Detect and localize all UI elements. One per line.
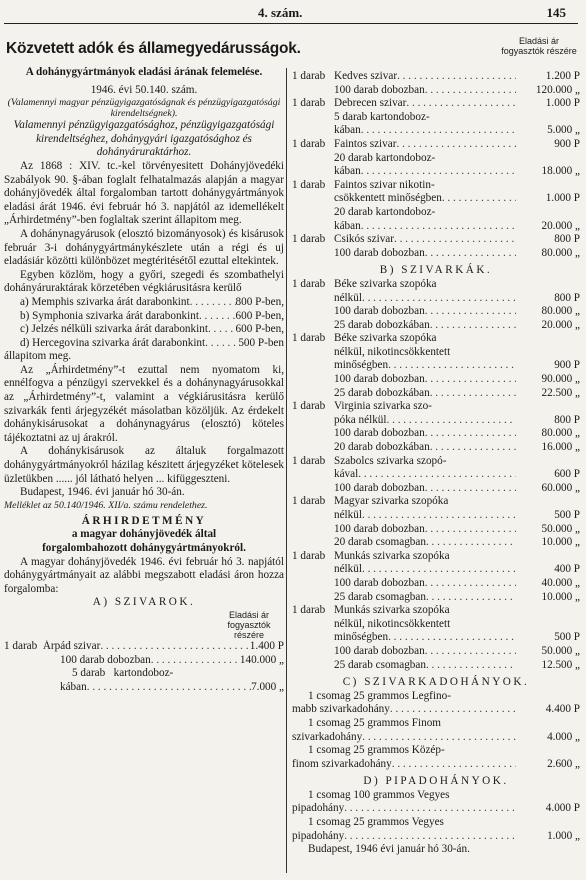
product-text: 100 darab dobozban: [334, 522, 425, 535]
decree-number: 1946. évi 50.140. szám.: [90, 83, 198, 96]
product-text: 5 darab kartondoboz-: [334, 110, 430, 123]
product-text: Faintos szivar: [334, 137, 397, 150]
price-row: [292, 179, 580, 193]
price-row: 1 darab Árpád szivar . . . 1.400 P: [4, 640, 284, 654]
product-text: 100 darab dobozban: [334, 481, 425, 494]
price: 2.600 „: [547, 757, 580, 770]
price-row: [292, 206, 580, 220]
price: 1.000 „: [547, 829, 580, 842]
paragraph-3: Egyben közlöm, hogy a győri, szegedi és szombathelyi dohányáruraktárak körzetében végkiárusitásra kerülő: [4, 268, 284, 295]
price-row: [292, 577, 580, 591]
price-notice-intro: A magyar dohányjövedék 1946. évi február hó 3. napjától dohánygyártmányait az alábbi megszabott eladási áron hozza forgalomba:: [4, 555, 284, 595]
price-row: [292, 192, 580, 206]
price: 90.000 „: [541, 373, 580, 386]
price-row: [292, 830, 580, 844]
price-row: [292, 84, 580, 98]
price-row: [292, 319, 580, 333]
section-d-heading: D) PIPADOHÁNYOK.: [363, 775, 509, 788]
price-row: [292, 124, 580, 138]
price: 60.000 „: [541, 481, 580, 494]
right-column: [292, 70, 580, 857]
price-row: [292, 789, 580, 803]
paragraph-5: A dohánykisárusok az általuk forgalmazott dohánygyártmányokról házilag készitett árjegyzéket kötelesek üzletükben ...... jól látható helyen ... kifüggeszteni.: [4, 445, 284, 485]
product-text: 100 darab dobozban: [334, 83, 425, 96]
quantity: 1 darab: [292, 332, 326, 345]
quantity: 1 darab: [292, 70, 326, 82]
price-row: [292, 816, 580, 830]
left-column: [4, 66, 284, 694]
price-row: [292, 247, 580, 261]
price: 80.000 „: [541, 305, 580, 318]
quantity: 1 darab: [292, 137, 326, 150]
quantity: 1 darab: [292, 549, 326, 562]
price-row: [292, 97, 580, 111]
quantity: 1 darab: [292, 178, 326, 191]
product-text: 100 darab dobozban: [334, 246, 425, 259]
price: 800 P: [554, 291, 580, 304]
price: 50.000 „: [541, 644, 580, 657]
price-row: [292, 631, 580, 645]
product-text: nélkül: [334, 563, 362, 576]
product-text: Munkás szivarka szopóka: [334, 604, 450, 617]
price: 1.000 P: [545, 192, 580, 205]
price: 400 P: [554, 563, 580, 576]
price-row: 5 darab kartondoboz-: [72, 667, 174, 680]
price: 50.000 „: [541, 522, 580, 535]
clearance-item: c) Jelzés nélküli szivarka árát darabonkint . . . 600 P-ben,: [4, 323, 284, 337]
price: 800 P: [554, 413, 580, 426]
price-row: [292, 618, 580, 632]
product-text: 100 darab dobozban: [334, 305, 425, 318]
product-text: 20 darab kartondoboz-: [334, 151, 436, 164]
product-text: pipadohány: [292, 829, 345, 842]
price-row: kában . . . 7.000 „: [4, 681, 284, 695]
product-text: mabb szivarkadohány: [292, 703, 390, 716]
price: 20.000 „: [541, 318, 580, 331]
right-column-heading: Eladási ár fogyasztók részére: [501, 36, 577, 56]
price: 900 P: [554, 359, 580, 372]
price: 4.000 „: [547, 730, 580, 743]
pipe-tobacco-price-list: [292, 789, 580, 843]
product-text: 100 darab dobozban: [334, 373, 425, 386]
quantity: 1 darab: [292, 495, 326, 508]
annex-note: Melléklet az 50.140/1946. XII/a. számu rendelethez.: [4, 499, 208, 511]
price-row: [292, 373, 580, 387]
page-header: [0, 0, 586, 24]
place-date: Budapest, 1946. évi január hó 30-án.: [20, 486, 185, 499]
product-text: finom szivarkadohány: [292, 757, 392, 770]
issue-number: 4. szám.: [258, 5, 303, 20]
price-row: [292, 455, 580, 469]
product-text: nélkül: [334, 291, 362, 304]
cigarette-tobacco-price-list: [292, 690, 580, 772]
paragraph-1: Az 1868 : XIV. tc.-kel törvényesitett Dohányjövedéki Szabályok 90. §-ában foglalt felhatalmazás alapján a magyar dohányjövedék által forgalomban tartott dohánygyártmányok eladási árát 1946. évi február hó 3. napjától az idemellékelt „Árhirdetmény”-ben foglaltak szerint állapitom meg.: [4, 159, 284, 227]
arpad-price-list: [4, 640, 284, 694]
price-row: [292, 346, 580, 360]
price-row: [292, 400, 580, 414]
column-divider: [286, 68, 287, 873]
section-title: Közvetett adók és államegyedárusságok.: [6, 40, 301, 57]
product-text: Béke szivarka szopóka: [334, 332, 437, 345]
price: 22.500 „: [541, 386, 580, 399]
product-text: Magyar szivarka szopóka: [334, 495, 449, 508]
price-row: [292, 536, 580, 550]
price-row: [292, 152, 580, 166]
price-row: [292, 441, 580, 455]
price: 120.000 „: [535, 83, 580, 96]
clearance-price-list: [4, 296, 284, 350]
price-row: [292, 495, 580, 509]
product-text: minőségben: [334, 359, 389, 372]
product-text: minőségben: [334, 631, 389, 644]
quantity: 1 darab: [292, 454, 326, 467]
quantity: 1 darab: [292, 400, 326, 413]
product-text: 1 csomag 25 grammos Finom: [308, 716, 441, 729]
price-row: [292, 138, 580, 152]
price: 80.000 „: [541, 246, 580, 259]
price: 80.000 „: [541, 427, 580, 440]
product-text: 20 darab kartondoboz-: [334, 205, 436, 218]
price-row: [292, 70, 580, 84]
price-row: [292, 758, 580, 772]
price-row: [292, 604, 580, 618]
price: 800 P: [554, 233, 580, 246]
price-row: [292, 523, 580, 537]
price-row: [292, 550, 580, 564]
quantity: 1 darab: [292, 97, 326, 110]
product-text: nélkül, nikotincsökkentett: [334, 345, 451, 358]
price-notice-subtitle-1: a magyar dohányjövedék által: [71, 528, 217, 541]
quantity: 1 darab: [292, 604, 326, 617]
column-heading: Eladási ár fogyasztók részére: [227, 609, 271, 640]
price-row: [292, 703, 580, 717]
price-row: [292, 414, 580, 428]
product-text: Kedves szivar: [334, 70, 398, 82]
price-row: [292, 690, 580, 704]
product-text: 1 csomag 100 grammos Vegyes: [308, 788, 450, 801]
paragraph-4: Az „Árhirdetmény”-t ezuttal nem nyomatom ki, ennélfogva a pénzügyi szervekkel és a dohánynagyárusokkal az „Árhirdetmény”-t, valamint a végkiárusitásra kerülő szivarkák fenti árjegyzékét másolatban közöljük. Az érdekelt dohánykisárusokat a dohánynagyárus (elosztó) köteles tájékoztatni az uj árakról.: [4, 363, 284, 444]
price-row: [292, 482, 580, 496]
product-text: 25 darab csomagban: [334, 658, 426, 671]
price: 5.000 „: [547, 124, 580, 137]
right-place-date: Budapest, 1946 évi január hó 30-án.: [308, 843, 470, 856]
price: 10.000 „: [541, 590, 580, 603]
price-row: [292, 332, 580, 346]
price: 900 P: [554, 137, 580, 150]
product-text: szivarkadohány: [292, 730, 363, 743]
addressees-note: (Valamennyi magyar pénzügyigazgatóságnak és pénzügyigazgatósági kirendeltségnek).: [7, 97, 281, 120]
product-text: Szabolcs szivarka szopó-: [334, 454, 447, 467]
product-text: 25 darab csomagban: [334, 590, 426, 603]
product-text: 100 darab dobozban: [334, 644, 425, 657]
price-row: [292, 220, 580, 234]
price: 600 P: [554, 468, 580, 481]
price-row: [292, 731, 580, 745]
price: 4.000 P: [545, 802, 580, 815]
price-row: 100 darab dobozban . . . 140.000 „: [4, 654, 284, 668]
price-row: [292, 802, 580, 816]
product-text: Béke szivarka szopóka: [334, 277, 437, 290]
price-row: [292, 717, 580, 731]
price: 20.000 „: [541, 219, 580, 232]
price: 500 P: [554, 631, 580, 644]
price: 1.200 P: [545, 70, 580, 82]
price-row: [292, 359, 580, 373]
product-text: 100 darab dobozban: [334, 427, 425, 440]
product-text: Virginia szivarka szo-: [334, 400, 432, 413]
product-text: 100 darab dobozban: [334, 576, 425, 589]
product-text: kával: [334, 468, 359, 481]
paragraph-3-end: állapitom meg.: [4, 350, 72, 363]
product-text: 25 darab dobozkában: [334, 318, 430, 331]
price: 500 P: [554, 509, 580, 521]
price: 18.000 „: [541, 165, 580, 178]
product-text: 25 darab dobozkában: [334, 386, 430, 399]
price-notice-subtitle-2: forgalombahozott dohánygyártmányokról.: [42, 542, 246, 554]
price-row: [292, 305, 580, 319]
product-text: 20 darab csomagban: [334, 536, 426, 549]
price-row: [292, 744, 580, 758]
price-row: [292, 233, 580, 247]
paragraph-2: A dohánynagyárusok (elosztó bizományosok) és kisárusok február 3-i dohánygyártmánykészlete után a régi és uj eladásiár közötti különbözet megtéritésétől ezuttal eltekintek.: [4, 227, 284, 268]
price-row: [292, 111, 580, 125]
page-number: 145: [546, 5, 566, 20]
price-row: [292, 659, 580, 673]
section-a-heading: A) SZIVAROK.: [92, 596, 196, 609]
product-text: Faintos szivar nikotin-: [334, 178, 435, 191]
price-row: [292, 292, 580, 306]
product-text: 20 darab dobozkában: [334, 441, 430, 454]
product-text: Debrecen szivar: [334, 97, 407, 110]
price-row: [292, 563, 580, 577]
price-row: [292, 509, 580, 523]
product-text: Csikós szivar: [334, 233, 394, 246]
product-text: 1 csomag 25 grammos Legfino-: [308, 689, 451, 702]
product-text: nélkül, nikotincsökkentett: [334, 617, 451, 630]
price-notice-title: ÁRHIRDETMÉNY: [81, 514, 207, 527]
price: 16.000 „: [541, 441, 580, 454]
price: 1.000 P: [545, 97, 580, 110]
product-text: 1 csomag 25 grammos Vegyes: [308, 816, 444, 829]
cigarette-price-list: [292, 278, 580, 672]
price-row: [292, 387, 580, 401]
product-text: csökkentett minőségben: [334, 192, 442, 205]
product-text: kában: [334, 165, 361, 178]
quantity: 1 darab: [292, 233, 326, 246]
price: 4.400 P: [545, 703, 580, 716]
clearance-item: b) Symphonia szivarka árát darabonkint . . . 600 P-ben,: [4, 310, 284, 324]
product-text: póka nélkül: [334, 413, 387, 426]
price: 12.500 „: [541, 658, 580, 671]
price-row: [292, 427, 580, 441]
product-text: pipadohány: [292, 802, 345, 815]
product-text: Munkás szivarka szopóka: [334, 549, 450, 562]
clearance-item: a) Memphis szivarka árát darabonkint . . . 800 P-ben,: [4, 296, 284, 310]
product-text: kában: [334, 219, 361, 232]
price: 10.000 „: [541, 536, 580, 549]
product-text: nélkül: [334, 509, 362, 521]
article-title: A dohánygyártmányok eladási árának felemelése.: [25, 66, 263, 78]
price-row: [292, 278, 580, 292]
product-text: kában: [334, 124, 361, 137]
addressees: Valamennyi pénzügyigazgatósághoz, pénzügyigazgatósági kirendeltséghez, dohánygyári igazgatósághoz és dohányáruraktárhoz.: [13, 119, 275, 159]
price-row: [292, 165, 580, 179]
price-row: [292, 591, 580, 605]
price: 40.000 „: [541, 576, 580, 589]
header-rule: [4, 23, 578, 24]
section-c-heading: C) SZIVARKADOHÁNYOK.: [342, 676, 530, 689]
product-text: 1 csomag 25 grammos Közép-: [308, 744, 445, 757]
price-row: [292, 645, 580, 659]
clearance-item: d) Hercegovina szivarka árát darabonkint . . . 500 P-ben: [4, 337, 284, 351]
quantity: 1 darab: [292, 277, 326, 290]
cigar-price-list: [292, 70, 580, 260]
section-b-heading: B) SZIVARKÁK.: [379, 264, 493, 277]
price-row: [292, 468, 580, 482]
